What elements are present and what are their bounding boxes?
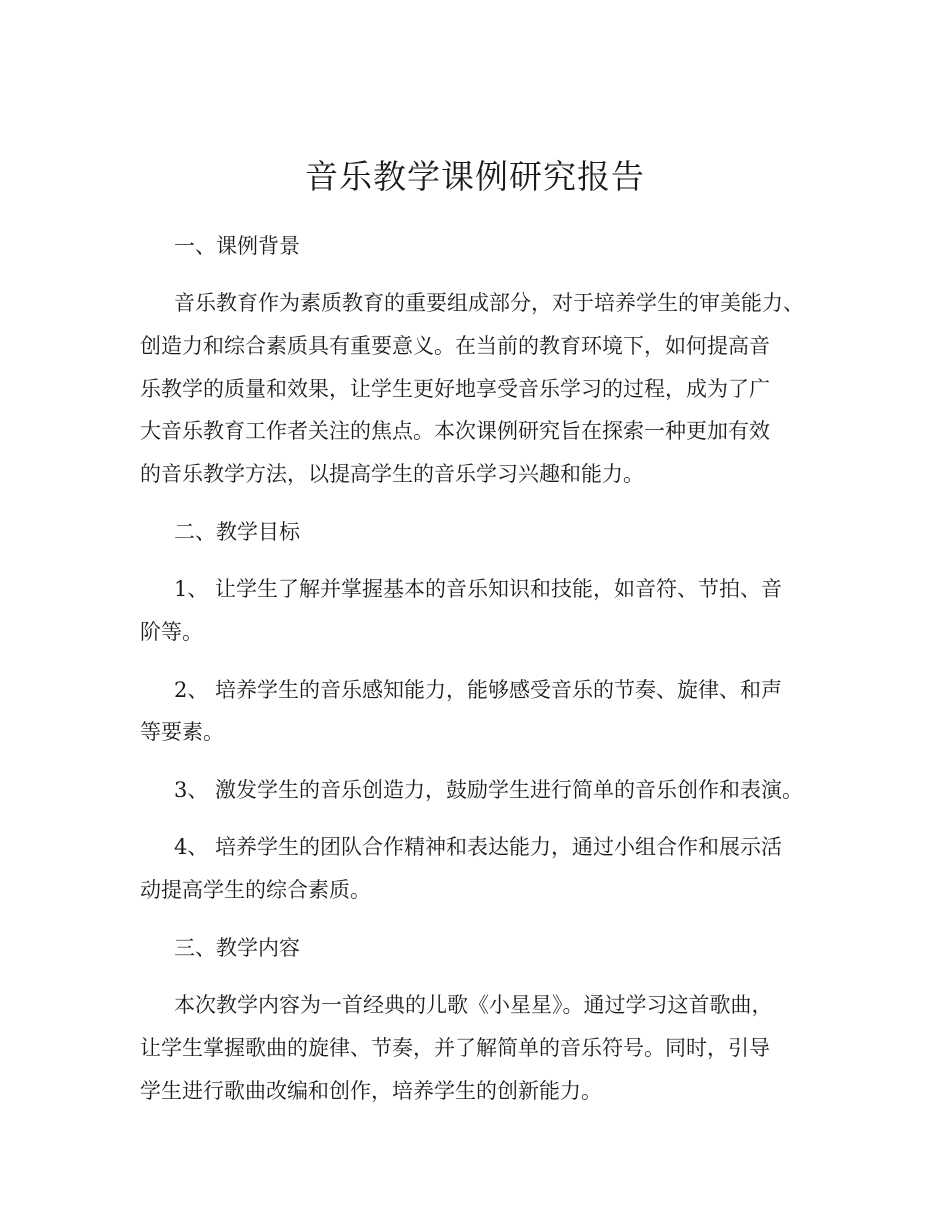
goal-item-1-cont: 阶等。	[140, 620, 203, 644]
goal-item-2: 2、 培养学生的音乐感知能力，能够感受音乐的节奏、旋律、和声	[174, 678, 783, 702]
paragraph-line: 大音乐教育工作者关注的焦点。本次课例研究旨在探索一种更加有效	[140, 419, 770, 443]
paragraph-line: 乐教学的质量和效果，让学生更好地享受音乐学习的过程，成为了广	[140, 377, 770, 401]
document-title: 音乐教学课例研究报告	[305, 157, 645, 196]
paragraph-line: 学生进行歌曲改编和创作，培养学生的创新能力。	[140, 1079, 602, 1103]
paragraph-line: 的音乐教学方法，以提高学生的音乐学习兴趣和能力。	[140, 462, 644, 486]
goal-item-4: 4、 培养学生的团队合作精神和表达能力，通过小组合作和展示活	[174, 835, 783, 859]
section-heading-content: 三、教学内容	[174, 936, 300, 960]
goal-item-4-cont: 动提高学生的综合素质。	[140, 878, 371, 902]
paragraph-line: 让学生掌握歌曲的旋律、节奏，并了解简单的音乐符号。同时，引导	[140, 1036, 770, 1060]
paragraph-line: 本次教学内容为一首经典的儿歌《小星星》。通过学习这首歌曲，	[174, 993, 773, 1017]
section-heading-background: 一、课例背景	[174, 234, 300, 258]
goal-item-1: 1、 让学生了解并掌握基本的音乐知识和技能，如音符、节拍、音	[174, 577, 783, 601]
paragraph-line: 音乐教育作为素质教育的重要组成部分，对于培养学生的审美能力、	[174, 291, 804, 315]
goal-item-2-cont: 等要素。	[140, 720, 224, 744]
section-heading-goals: 二、教学目标	[174, 520, 300, 544]
goal-item-3: 3、 激发学生的音乐创造力，鼓励学生进行简单的音乐创作和表演。	[174, 778, 804, 802]
paragraph-line: 创造力和综合素质具有重要意义。在当前的教育环境下，如何提高音	[140, 334, 770, 358]
